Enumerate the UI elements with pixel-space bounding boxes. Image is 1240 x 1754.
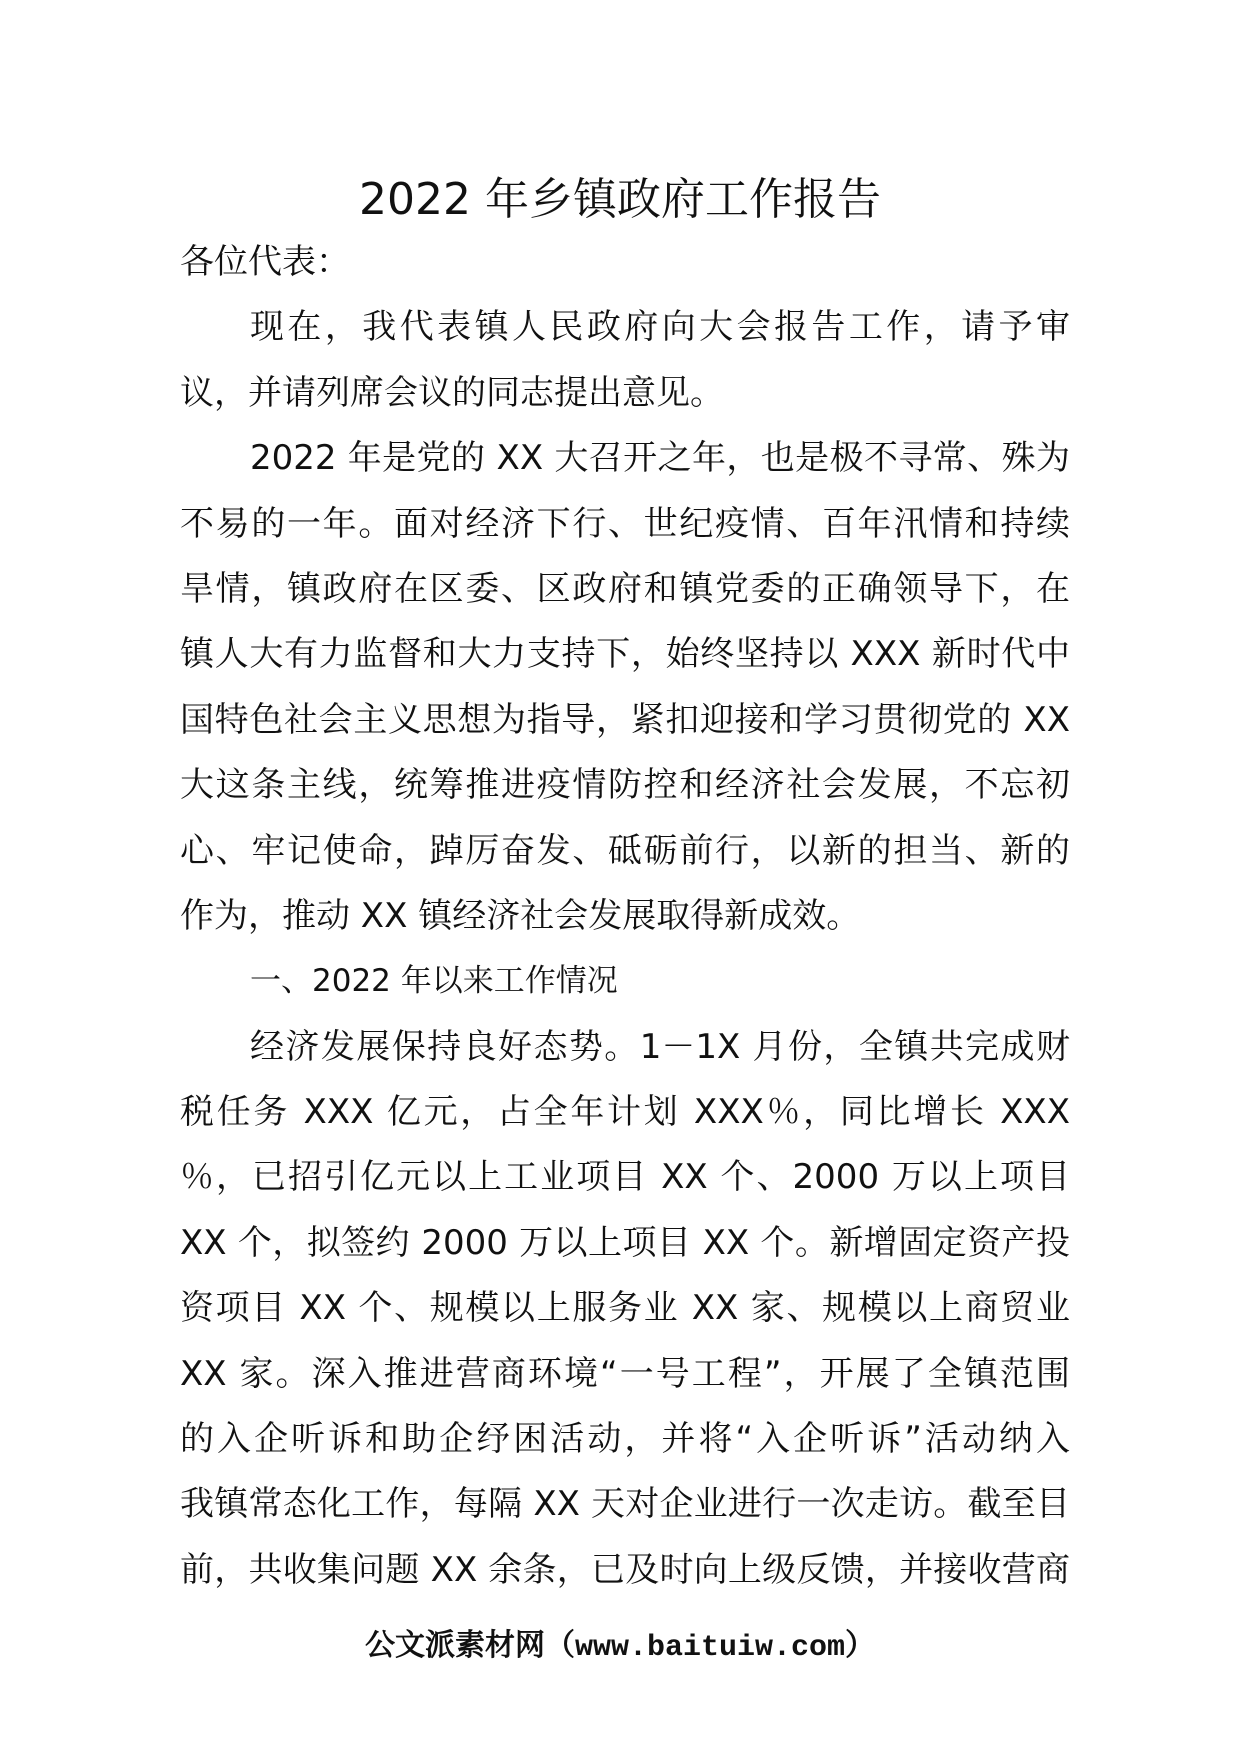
text-line: 的入企听诉和助企纾困活动，并将“入企听诉”活动纳入 xyxy=(180,1419,1070,1460)
text-line: 税任务 XXX 亿元，占全年计划 XXX％，同比增长 XXX xyxy=(180,1092,1070,1133)
text-line: 不易的一年。面对经济下行、世纪疫情、百年汛情和持续 xyxy=(180,503,1070,544)
text-line: 2022 年是党的 XX 大召开之年，也是极不寻常、殊为 xyxy=(250,438,1070,479)
text-line: 旱情，镇政府在区委、区政府和镇党委的正确领导下，在 xyxy=(180,568,1070,609)
text-line: 经济发展保持良好态势。1－1X 月份，全镇共完成财 xyxy=(250,1026,1070,1067)
text-line: 现在，我代表镇人民政府向大会报告工作，请予审 xyxy=(250,307,1070,348)
section-heading: 一、2022 年以来工作情况 xyxy=(250,963,618,1000)
source-footer: 公文派素材网（www.baituiw.com） xyxy=(364,1631,876,1665)
text-line: 我镇常态化工作，每隔 XX 天对企业进行一次走访。截至目 xyxy=(180,1484,1070,1525)
text-line: XX 家。深入推进营商环境“一号工程”，开展了全镇范围 xyxy=(180,1353,1070,1394)
text-line: 议，并请列席会议的同志提出意见。 xyxy=(180,372,724,413)
paragraph-intro xyxy=(180,295,1070,426)
text-line: 镇人大有力监督和大力支持下，始终坚持以 XXX 新时代中 xyxy=(180,634,1070,675)
text-line: 作为，推动 XX 镇经济社会发展取得新成效。 xyxy=(180,895,861,936)
document-body xyxy=(180,230,1070,1603)
text-line: ％，已招引亿元以上工业项目 XX 个、2000 万以上项目 xyxy=(180,1157,1070,1198)
salutation: 各位代表： xyxy=(180,242,350,282)
text-line: 前，共收集问题 XX 余条，已及时向上级反馈，并接收营商 xyxy=(180,1549,1070,1590)
paragraph-economy xyxy=(180,1015,1070,1604)
text-line: 国特色社会主义思想为指导，紧扣迎接和学习贯彻党的 XX xyxy=(180,699,1070,740)
text-line: 心、牢记使命，踔厉奋发、砥砺前行，以新的担当、新的 xyxy=(180,830,1070,871)
paragraph-overview xyxy=(180,426,1070,949)
document-title: 2022 年乡镇政府工作报告 xyxy=(359,174,881,225)
text-line: XX 个，拟签约 2000 万以上项目 XX 个。新增固定资产投 xyxy=(180,1222,1070,1263)
text-line: 资项目 XX 个、规模以上服务业 XX 家、规模以上商贸业 xyxy=(180,1288,1070,1329)
text-line: 大这条主线，统筹推进疫情防控和经济社会发展，不忘初 xyxy=(180,765,1070,806)
